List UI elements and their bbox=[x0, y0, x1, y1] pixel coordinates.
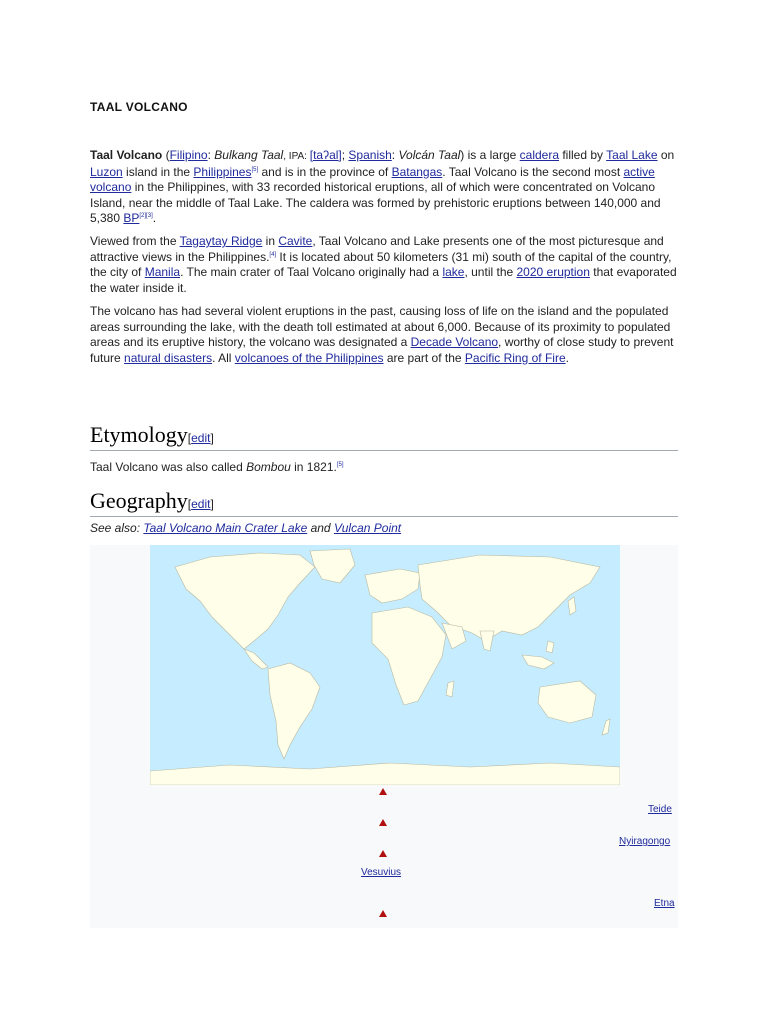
link-vulcan-point[interactable]: Vulcan Point bbox=[333, 521, 402, 535]
text: , worthy of close study to prevent future bbox=[90, 335, 674, 365]
reference-2-3[interactable]: [2][3] bbox=[139, 213, 153, 220]
text: on bbox=[657, 148, 675, 162]
etymology-heading bbox=[90, 422, 678, 451]
link-batangas[interactable]: Batangas bbox=[391, 164, 443, 179]
link-philippines[interactable]: Philippines bbox=[193, 164, 252, 179]
text: . All bbox=[212, 350, 235, 365]
text: and bbox=[307, 521, 334, 535]
paragraph-2 bbox=[90, 234, 680, 296]
text: that evaporated the water inside it. bbox=[90, 265, 677, 295]
link-volcanoes-of-philippines[interactable]: volcanoes of the Philippines bbox=[234, 350, 384, 365]
heading-text: Etymology bbox=[90, 422, 188, 447]
link-cavite[interactable]: Cavite bbox=[278, 234, 313, 248]
reference-5[interactable]: [5] bbox=[336, 462, 344, 468]
text: , until the bbox=[464, 265, 517, 280]
text: ) is a large bbox=[460, 148, 520, 162]
intro-bold-name: Taal Volcano bbox=[90, 148, 163, 162]
edit-link-geography[interactable]: edit bbox=[191, 497, 211, 511]
text: , Taal Volcano and Lake presents one of the most picturesque and attractive views in the Philippines. bbox=[90, 234, 664, 264]
volcano-marker bbox=[379, 788, 387, 795]
text: See also: bbox=[90, 521, 144, 535]
edit-link-etymology[interactable]: edit bbox=[191, 431, 211, 445]
link-active-volcano[interactable]: active volcano bbox=[90, 164, 655, 195]
text: ; bbox=[341, 148, 349, 162]
text: It is located about 50 kilometers (31 mi) south of the capital of the country, the city of bbox=[90, 249, 672, 280]
label-nyiragongo[interactable]: Nyiragongo bbox=[619, 836, 671, 847]
bracket: ] bbox=[210, 497, 214, 511]
link-2020-eruption[interactable]: 2020 eruption bbox=[516, 265, 590, 280]
text: island in the bbox=[122, 164, 194, 179]
text: Viewed from the bbox=[90, 234, 180, 248]
text: . The main crater of Taal Volcano originally had a bbox=[180, 265, 443, 280]
bracket: [ bbox=[187, 497, 192, 511]
edit-section bbox=[188, 431, 214, 445]
bombou: Bombou bbox=[246, 460, 291, 474]
link-taal-lake[interactable]: Taal Lake bbox=[606, 148, 658, 162]
link-pacific-ring-of-fire[interactable]: Pacific Ring of Fire bbox=[464, 350, 566, 365]
label-teide[interactable]: Teide bbox=[648, 804, 672, 815]
link-luzon[interactable]: Luzon bbox=[90, 164, 123, 179]
world-map bbox=[150, 545, 620, 785]
etymology-paragraph bbox=[90, 460, 680, 476]
volcano-marker bbox=[379, 910, 387, 917]
link-bp[interactable]: BP bbox=[123, 211, 140, 226]
edit-section bbox=[188, 497, 214, 511]
text: and is in the province of bbox=[258, 164, 392, 179]
volcano-marker bbox=[379, 850, 387, 857]
text: filled by bbox=[559, 148, 607, 162]
text: are part of the bbox=[383, 350, 465, 365]
location-map bbox=[90, 545, 678, 928]
label-etna[interactable]: Etna bbox=[654, 898, 675, 909]
bulkang-taal: Bulkang Taal bbox=[214, 148, 284, 162]
link-main-crater-lake[interactable]: Taal Volcano Main Crater Lake bbox=[143, 521, 308, 535]
link-decade-volcano[interactable]: Decade Volcano bbox=[410, 335, 499, 350]
text: : bbox=[207, 148, 215, 162]
text: : bbox=[391, 148, 399, 162]
link-caldera[interactable]: caldera bbox=[519, 148, 560, 162]
text: ( bbox=[162, 148, 170, 162]
link-filipino[interactable]: Filipino bbox=[169, 148, 208, 162]
link-lake[interactable]: lake bbox=[442, 265, 465, 280]
text: in bbox=[262, 234, 279, 248]
page-title: TAAL VOLCANO bbox=[90, 100, 188, 114]
link-tagaytay-ridge[interactable]: Tagaytay Ridge bbox=[179, 234, 263, 248]
label-vesuvius[interactable]: Vesuvius bbox=[361, 867, 402, 878]
see-also-hatnote bbox=[90, 521, 401, 535]
text: , IPA: bbox=[283, 151, 310, 162]
heading-text: Geography bbox=[90, 488, 188, 513]
link-spanish[interactable]: Spanish bbox=[348, 148, 392, 162]
bracket: ] bbox=[210, 431, 214, 445]
text: in the Philippines, with 33 recorded historical eruptions, all of which were concentrated on Volcano Island, near the middle of Taal Lake. The caldera was formed by prehistoric eruptions between 140,000 and 5,380 bbox=[90, 180, 661, 226]
text: . Taal Volcano is the second most bbox=[442, 164, 624, 179]
link-manila[interactable]: Manila bbox=[144, 265, 181, 280]
link-natural-disasters[interactable]: natural disasters bbox=[124, 350, 213, 365]
text: . bbox=[152, 211, 157, 226]
link-ipa[interactable]: [taʔal] bbox=[309, 148, 342, 162]
text: Taal Volcano was also called bbox=[90, 460, 247, 474]
reference-1[interactable]: [5] bbox=[251, 166, 259, 173]
volcan-taal: Volcán Taal bbox=[398, 148, 461, 162]
paragraph-3 bbox=[90, 304, 680, 366]
text: The volcano has had several violent eruptions in the past, causing loss of life on the island and the populated areas surrounding the lake, with the death toll estimated at about 6,000. Because of its proximity to populated areas and its eruptive history, the volcano was designated a bbox=[90, 304, 671, 350]
text: . bbox=[565, 350, 569, 365]
geography-heading bbox=[90, 488, 678, 517]
volcano-marker bbox=[379, 819, 387, 826]
bracket: [ bbox=[187, 431, 192, 445]
text: in 1821. bbox=[290, 460, 337, 474]
intro-paragraph bbox=[90, 148, 680, 227]
reference-4[interactable]: [4] bbox=[269, 251, 277, 258]
